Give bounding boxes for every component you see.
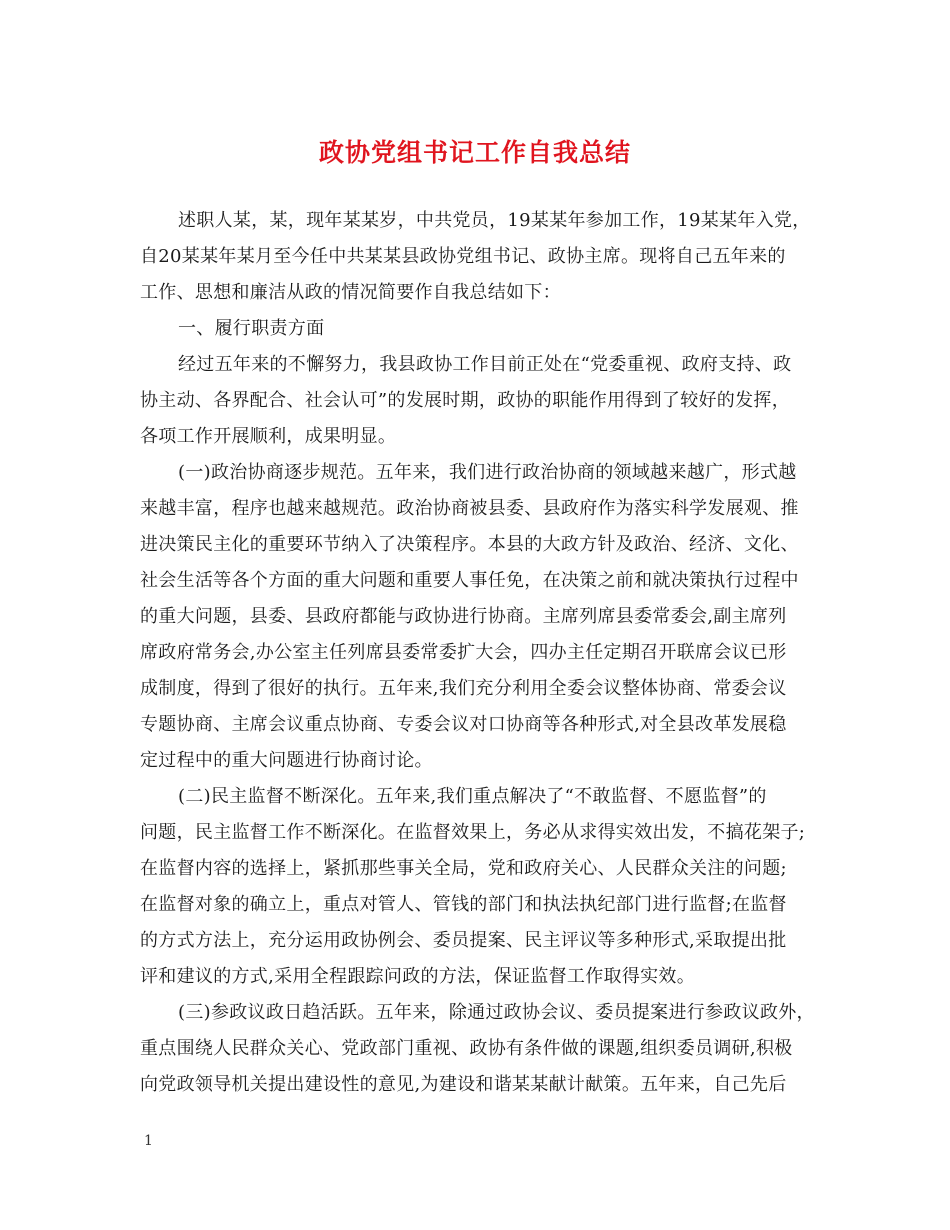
text-line: (二)民主监督不断深化。五年来,我们重点解决了“不敢监督、不愿监督”的 [178, 786, 767, 807]
text-line: 问题，民主监督工作不断深化。在监督效果上，务必从求得实效出发，不搞花架子; [140, 822, 806, 843]
text-line: 协主动、各界配合、社会认可”的发展时期，政协的职能作用得到了较好的发挥， [140, 390, 790, 411]
text-line: (三)参政议政日趋活跃。五年来，除通过政协会议、委员提案进行参政议政外， [178, 1002, 815, 1023]
text-line: 定过程中的重大问题进行协商讨论。 [140, 750, 433, 771]
page-number: 1 [144, 1133, 153, 1149]
document-title: 政协党组书记工作自我总结 [318, 138, 631, 167]
text-line: (一)政治协商逐步规范。五年来，我们进行政治协商的领域越来越广，形式越 [178, 462, 797, 483]
text-line: 经过五年来的不懈努力，我县政协工作目前正处在“党委重视、政府支持、政 [178, 354, 792, 375]
text-line: 自20某某年某月至今任中共某某县政协党组书记、政协主席。现将自己五年来的 [140, 246, 786, 267]
text-line: 在监督对象的确立上，重点对管人、管钱的部门和执法执纪部门进行监督;在监督 [140, 894, 787, 915]
text-line: 工作、思想和廉洁从政的情况简要作自我总结如下： [140, 282, 561, 303]
text-line: 专题协商、主席会议重点协商、专委会议对口协商等各种形式,对全县改革发展稳 [140, 714, 787, 735]
text-line: 重点围绕人民群众关心、党政部门重视、政协有条件做的课题,组织委员调研,积极 [140, 1038, 793, 1059]
text-line: 述职人某，某，现年某某岁，中共党员，19某某年参加工作，19某某年入党， [178, 210, 811, 231]
text-line: 社会生活等各个方面的重大问题和重要人事任免，在决策之前和就决策执行过程中 [140, 570, 799, 591]
text-line: 在监督内容的选择上，紧抓那些事关全局，党和政府关心、人民群众关注的问题; [140, 858, 787, 879]
document-body [140, 203, 820, 1103]
text-line: 的方式方法上，充分运用政协例会、委员提案、民主评议等多种形式,采取提出批 [140, 930, 787, 951]
text-line: 进决策民主化的重要环节纳入了决策程序。本县的大政方针及政治、经济、文化、 [140, 534, 799, 555]
text-line: 评和建议的方式,采用全程跟踪问政的方法，保证监督工作取得实效。 [140, 966, 696, 987]
text-line: 各项工作开展顺利，成果明显。 [140, 426, 397, 447]
text-line: 席政府常务会,办公室主任列席县委常委扩大会，四办主任定期召开联席会议已形 [140, 642, 787, 663]
text-line: 来越丰富，程序也越来越规范。政治协商被县委、县政府作为落实科学发展观、推 [140, 498, 799, 519]
text-line: 成制度，得到了很好的执行。五年来,我们充分利用全委会议整体协商、常委会议 [140, 678, 787, 699]
text-line: 一、履行职责方面 [178, 318, 325, 339]
text-line: 向党政领导机关提出建设性的意见,为建设和谐某某献计献策。五年来，自己先后 [140, 1074, 787, 1095]
text-line: 的重大问题，县委、县政府都能与政协进行协商。主席列席县委常委会,副主席列 [140, 606, 787, 627]
